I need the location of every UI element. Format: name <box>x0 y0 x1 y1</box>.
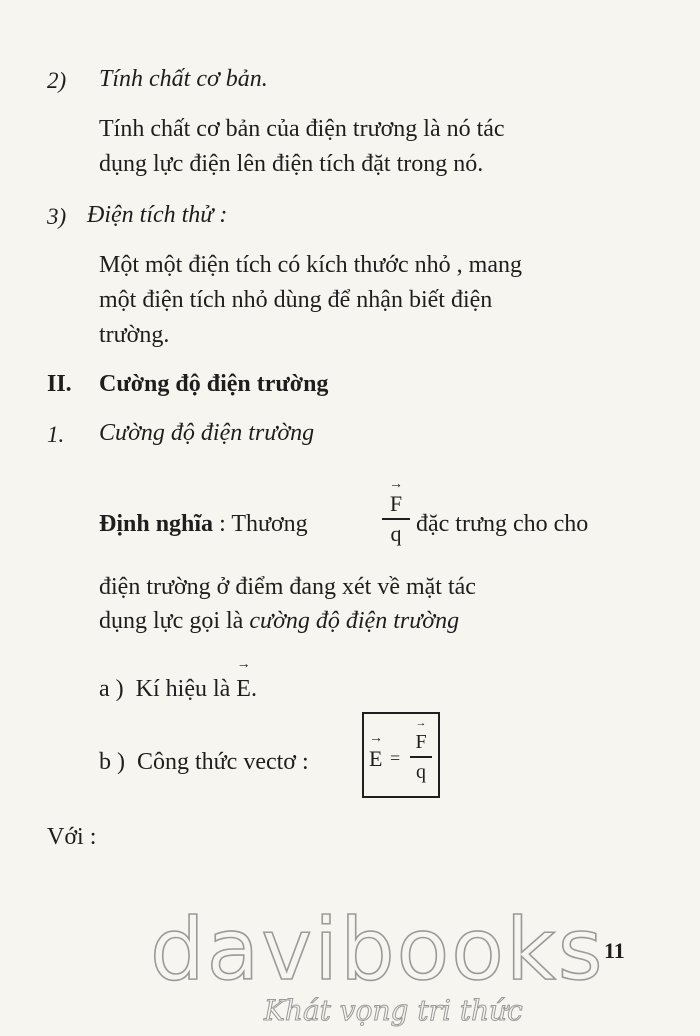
formula-denominator: q <box>416 760 426 783</box>
definition-fraction <box>382 477 410 546</box>
section-3-number: 3) <box>47 204 67 229</box>
definition-lead: Thương <box>231 511 308 537</box>
item-b <box>99 745 309 779</box>
voi-label: Với : <box>47 824 97 850</box>
fraction-bar <box>382 518 410 520</box>
subsection-1-number: 1. <box>47 422 65 447</box>
section-3-body-line-2: một điện tích nhỏ dùng để nhận biết điện <box>99 287 493 313</box>
item-a-label: a ) <box>99 676 124 702</box>
vector-arrow-icon: → <box>369 731 383 746</box>
item-b-text: Công thức vectơ <box>137 749 296 775</box>
definition-term: cường độ điện trường <box>249 608 460 634</box>
item-b-colon: : <box>302 749 309 775</box>
fraction-denominator: q <box>390 520 402 546</box>
formula-lhs: → E <box>369 731 383 771</box>
symbol-e-vector: → E <box>236 657 251 702</box>
item-a <box>99 657 257 706</box>
watermark-logo: davibooks <box>150 900 605 1000</box>
section-3-body-line-1: Một một điện tích có kích thước nhỏ , mang <box>99 252 522 278</box>
formula-fraction-bar <box>410 756 432 758</box>
definition-colon: : <box>219 511 226 537</box>
subsection-1-title: Cường độ điện trường <box>99 420 315 446</box>
section-2-number: 2) <box>47 68 67 93</box>
watermark-tagline: Khát vọng tri thức <box>264 994 523 1027</box>
definition-line-1 <box>99 507 308 541</box>
definition-line-3 <box>99 604 459 638</box>
definition-line-2: điện trường ở điểm đang xét về mặt tác <box>99 574 476 600</box>
vector-arrow-icon: → <box>415 717 427 729</box>
definition-tail: đặc trưng cho cho <box>416 511 589 537</box>
formula-fraction <box>410 717 432 784</box>
definition-line-3-plain: dụng lực gọi là <box>99 608 244 634</box>
vector-arrow-icon: → <box>236 657 251 672</box>
item-a-text: Kí hiệu là <box>135 676 231 702</box>
page-number: 11 <box>604 938 625 963</box>
definition-label: Định nghĩa <box>99 511 214 537</box>
section-3-title: Điện tích thử : <box>87 202 228 228</box>
formula-box <box>362 712 440 798</box>
section-3-body-line-3: trường. <box>99 322 170 348</box>
section-2-body-line-1: Tính chất cơ bản của điện trương là nó tác <box>99 116 505 142</box>
formula-numerator: → F <box>410 730 432 754</box>
section-2-body-line-2: dụng lực điện lên điện tích đặt trong nó. <box>99 151 484 177</box>
formula-equals: = <box>390 748 401 768</box>
item-b-label: b ) <box>99 749 125 775</box>
vector-arrow-icon: → <box>389 477 403 492</box>
fraction-numerator: → F <box>382 492 410 516</box>
item-a-period: . <box>250 676 257 702</box>
heading-ii-title: Cường độ điện trường <box>99 371 329 397</box>
section-2-title: Tính chất cơ bản. <box>99 66 268 92</box>
heading-ii-number: II. <box>47 371 72 397</box>
